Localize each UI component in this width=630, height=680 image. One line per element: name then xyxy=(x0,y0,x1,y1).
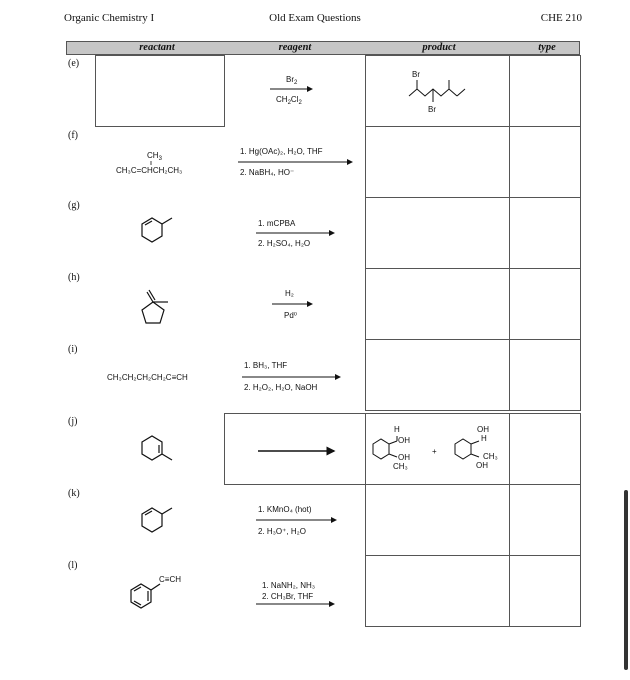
reactant-structure-h xyxy=(142,290,168,323)
reagent-f-line2: 2. NaBH₄, HO⁻ xyxy=(240,168,295,177)
reactant-f-formula: CH₃C=CHCH₂CH₃ xyxy=(116,166,183,175)
product-j2-oh-top: OH xyxy=(477,425,489,434)
reactant-structure-l xyxy=(131,584,160,608)
reagent-l-line1: 1. NaNH₂, NH₃ xyxy=(262,581,316,590)
product-j2-h: H xyxy=(481,434,487,443)
reagent-h-line1: H₂ xyxy=(285,289,294,298)
course-title: Organic Chemistry I xyxy=(64,12,155,24)
column-product: product xyxy=(422,42,456,53)
reactant-f-methyl: $CH_3$ xyxy=(147,151,162,162)
row-label-i: (i) xyxy=(68,344,78,355)
row-label-g: (g) xyxy=(68,200,80,211)
reagent-h-line2: Pd⁰ xyxy=(284,311,297,320)
product-structure-j2 xyxy=(455,439,479,459)
scrollbar[interactable] xyxy=(624,490,628,670)
column-reagent: reagent xyxy=(278,42,312,53)
document-title: Old Exam Questions xyxy=(269,12,361,24)
course-code: CHE 210 xyxy=(540,12,582,24)
reagent-e-line2: $CH_2Cl_2$ xyxy=(276,95,302,106)
reagent-k-line1: 1. KMnO₄ (hot) xyxy=(258,505,312,514)
product-e-br-top: Br xyxy=(412,70,420,79)
reactant-i-formula: CH₃CH₂CH₂CH₂C≡CH xyxy=(107,373,188,382)
row-label-k: (k) xyxy=(68,488,80,499)
row-label-j: (j) xyxy=(68,416,78,427)
row-label-e: (e) xyxy=(68,58,80,69)
reagent-l-line2: 2. CH₃Br, THF xyxy=(262,592,314,601)
product-j1-ch3: CH₃ xyxy=(393,462,408,471)
reagent-g-line2: 2. H₂SO₄, H₂O xyxy=(258,239,311,248)
product-j1-h: H xyxy=(394,425,400,434)
reagent-f-line1: 1. Hg(OAc)₂, H₂O, THF xyxy=(240,147,323,156)
product-structure-e xyxy=(409,80,465,102)
product-j2-ch3: CH₃ xyxy=(483,452,498,461)
product-j1-oh-top: OH xyxy=(398,436,410,445)
column-reactant: reactant xyxy=(139,42,175,53)
product-structure-j1 xyxy=(373,436,397,459)
reactant-l-alkyne: C≡CH xyxy=(159,575,181,584)
product-j2-oh-bottom: OH xyxy=(476,461,488,470)
reactant-structure-g xyxy=(142,218,172,242)
row-label-h: (h) xyxy=(68,272,80,283)
reagent-e-line1: $Br_2$ xyxy=(286,75,298,86)
reactant-structure-k xyxy=(142,508,172,532)
reagent-k-line2: 2. H₃O⁺, H₂O xyxy=(258,527,306,536)
product-j1-oh-bottom: OH xyxy=(398,453,410,462)
product-j-plus: + xyxy=(432,447,437,456)
reagent-g-line1: 1. mCPBA xyxy=(258,219,296,228)
reagent-i-line2: 2. H₂O₂, H₂O, NaOH xyxy=(244,383,318,392)
row-label-f: (f) xyxy=(68,130,78,141)
product-e-br-bottom: Br xyxy=(428,105,436,114)
column-type: type xyxy=(538,42,556,53)
row-label-l: (l) xyxy=(68,560,78,571)
reagent-i-line1: 1. BH₃, THF xyxy=(244,361,288,370)
reactant-structure-j xyxy=(142,436,172,460)
